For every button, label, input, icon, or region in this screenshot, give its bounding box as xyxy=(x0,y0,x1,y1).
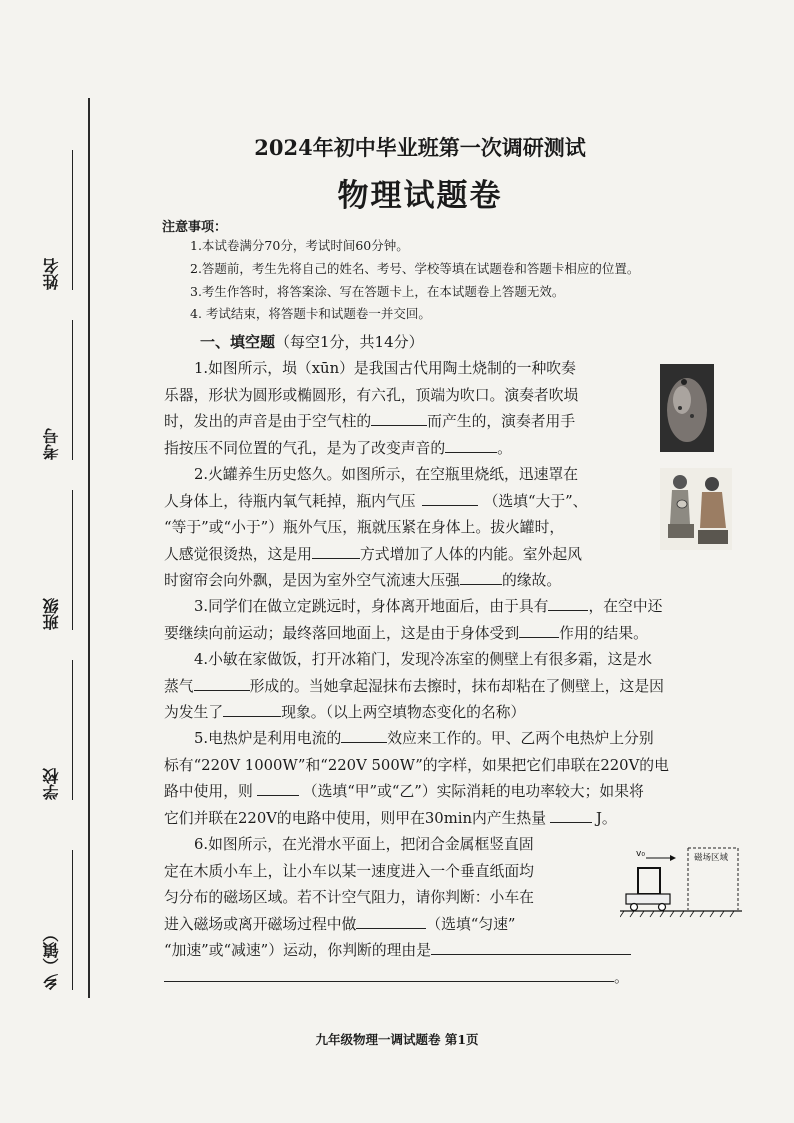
q4-line: 4.小敏在家做饭，打开冰箱门，发现冷冻室的侧壁上有很多霜，这是水 xyxy=(194,651,653,668)
section-title: 一、填空题 xyxy=(200,333,276,351)
q1-line xyxy=(164,409,578,436)
notes-heading: 注意事项： xyxy=(162,220,228,235)
side-field-school xyxy=(22,660,82,800)
answer-blank[interactable] xyxy=(422,491,478,506)
text: 方式增加了人体的内能。室外起风 xyxy=(359,545,582,563)
q3-line xyxy=(164,621,662,648)
text: ，在空中还 xyxy=(588,598,663,615)
side-label-town: 乡（镇） xyxy=(42,926,61,990)
q5-line xyxy=(164,726,669,753)
answer-blank[interactable] xyxy=(431,940,631,955)
answer-blank[interactable] xyxy=(548,596,588,611)
answer-blank[interactable] xyxy=(312,544,360,559)
side-label-name: 姓名 xyxy=(42,258,61,290)
text: 的缘故。 xyxy=(501,572,562,589)
velocity-arrow-icon xyxy=(670,855,676,861)
answer-blank[interactable] xyxy=(257,781,299,796)
text: “加速”或“减速”）运动，你判断的理由是 xyxy=(164,942,432,959)
answer-blank[interactable] xyxy=(356,914,426,929)
answer-blank[interactable] xyxy=(341,728,387,743)
ground-hatch xyxy=(620,911,734,917)
answer-blank[interactable] xyxy=(550,808,592,823)
section-header xyxy=(200,331,424,352)
text: 要继续向前运动；最终落回地面上，这是由于身体受到 xyxy=(164,624,520,642)
binding-line xyxy=(88,98,90,998)
q2-line xyxy=(164,568,587,595)
cupping-illustration xyxy=(660,468,732,550)
q5-line xyxy=(164,806,669,833)
question-6 xyxy=(164,832,631,991)
q6-line xyxy=(164,912,631,939)
text: 时窗帘会向外飘，是因为室外空气流速大压强 xyxy=(164,572,460,589)
wheel-icon xyxy=(659,904,666,911)
answer-blank[interactable] xyxy=(519,623,559,638)
side-field-exam-number xyxy=(22,320,82,460)
metal-frame xyxy=(638,868,660,894)
q6-line: 匀分布的磁场区域。若不计空气阻力，请你判断：小车在 xyxy=(164,889,534,906)
section-note: （每空1分，共14分） xyxy=(275,333,424,351)
answer-blank[interactable] xyxy=(164,967,614,982)
text: 指按压不同位置的气孔，是为了改变声音的 xyxy=(164,439,446,457)
xun-instrument-image xyxy=(660,364,714,452)
note-item: 3.考生作答时，将答案涂、写在答题卡上，在本试题卷上答题无效。 xyxy=(190,284,565,299)
school-write-line xyxy=(72,660,73,800)
q1-line: 乐器，形状为圆形或椭圆形，有六孔，顶端为吹口。演奏者吹埙 xyxy=(164,386,579,404)
text: 进入磁场或离开磁场过程中做 xyxy=(164,915,357,933)
page-footer: 九年级物理一调试题卷 第1页 xyxy=(315,1032,479,1047)
text: 为发生了 xyxy=(164,704,224,721)
text: 。 xyxy=(497,439,512,457)
q5-line: 标有“220V 1000W”和“220V 500W”的字样，如果把它们串联在220V的电 xyxy=(164,756,669,774)
question-3 xyxy=(164,594,662,647)
answer-blank[interactable] xyxy=(460,570,502,585)
q2-line xyxy=(164,489,587,516)
note-item: 1.本试卷满分70分，考试时间60分钟。 xyxy=(190,238,409,253)
text: 时，发出的声音是由于空气柱的 xyxy=(164,413,372,430)
text: 它们并联在220V的电路中使用，则甲在30min内产生热量 xyxy=(164,809,546,827)
q6-line xyxy=(164,938,631,965)
text: 蒸气 xyxy=(164,677,194,695)
cart-magnetic-field-diagram xyxy=(620,840,742,924)
text: 3.同学们在做立定跳远时，身体离开地面后，由于具有 xyxy=(194,598,549,615)
answer-blank[interactable] xyxy=(194,676,250,691)
exam-number-write-line xyxy=(72,320,73,460)
q2-line: 2.火罐养生历史悠久。如图所示，在空瓶里烧纸，迅速罩在 xyxy=(194,466,579,483)
answer-blank[interactable] xyxy=(371,411,427,426)
text: 路中使用，则 xyxy=(164,783,253,800)
question-4 xyxy=(164,647,664,727)
q1-line: 1.如图所示，埙（xūn）是我国古代用陶土烧制的一种吹奏 xyxy=(194,360,576,377)
q2-line xyxy=(164,542,587,569)
question-2 xyxy=(164,462,587,595)
answer-blank[interactable] xyxy=(445,438,497,453)
q4-line xyxy=(164,700,664,727)
q6-line: 定在木质小车上，让小车以某一速度进入一个垂直纸面均 xyxy=(164,862,534,880)
wheel-icon xyxy=(631,904,638,911)
answer-blank[interactable] xyxy=(223,702,281,717)
field-region-label: 磁场区域 xyxy=(694,853,729,863)
q6-line: 6.如图所示，在光滑水平面上，把闭合金属框竖直固 xyxy=(194,836,534,853)
text: （选填“大于”、 xyxy=(483,492,588,510)
q3-line xyxy=(164,594,662,621)
side-label-school: 学校 xyxy=(42,768,61,800)
side-field-town xyxy=(22,850,82,990)
exam-title: 2024年初中毕业班第一次调研测试 xyxy=(254,135,586,160)
side-field-class xyxy=(22,490,82,630)
text: 人身体上，待瓶内氧气耗掉，瓶内气压 xyxy=(164,492,416,510)
side-label-exam-number: 考号 xyxy=(42,428,61,460)
text: 5.电热炉是利用电流的 xyxy=(194,730,342,747)
class-write-line xyxy=(72,490,73,630)
q2-line: “等于”或“小于”）瓶外气压，瓶就压紧在身体上。拔火罐时， xyxy=(164,519,565,536)
text: 形成的。当她拿起湿抹布去擦时，抹布却粘在了侧壁上，这是因 xyxy=(249,677,664,695)
question-1 xyxy=(164,356,578,462)
text: （选填“甲”或“乙”）实际消耗的电功率较大；如果将 xyxy=(302,783,644,800)
text: 。 xyxy=(614,968,629,986)
text: 效应来工作的。甲、乙两个电热炉上分别 xyxy=(387,730,654,747)
question-5 xyxy=(164,726,669,832)
text: （选填“匀速” xyxy=(426,915,516,933)
q1-line xyxy=(164,436,578,463)
text: 现象。（以上两空填物态变化的名称） xyxy=(281,704,526,721)
note-item: 2.答题前，考生先将自己的姓名、考号、学校等填在试题卷和答题卡相应的位置。 xyxy=(190,261,640,276)
speed-label: v₀ xyxy=(636,849,645,859)
text: 人感觉很烫热，这是用 xyxy=(164,545,312,563)
paper-title: 物理试题卷 xyxy=(337,178,503,214)
side-label-class: 班级 xyxy=(42,598,61,630)
cart-body xyxy=(626,894,670,904)
text: J。 xyxy=(596,809,617,827)
q5-line xyxy=(164,779,669,806)
text: 而产生的，演奏者用手 xyxy=(427,413,576,430)
q4-line xyxy=(164,674,664,701)
text: 作用的结果。 xyxy=(559,624,648,642)
town-write-line xyxy=(72,850,73,990)
note-item: 4. 考试结束，将答题卡和试题卷一并交回。 xyxy=(190,306,431,321)
q6-line xyxy=(164,965,631,992)
